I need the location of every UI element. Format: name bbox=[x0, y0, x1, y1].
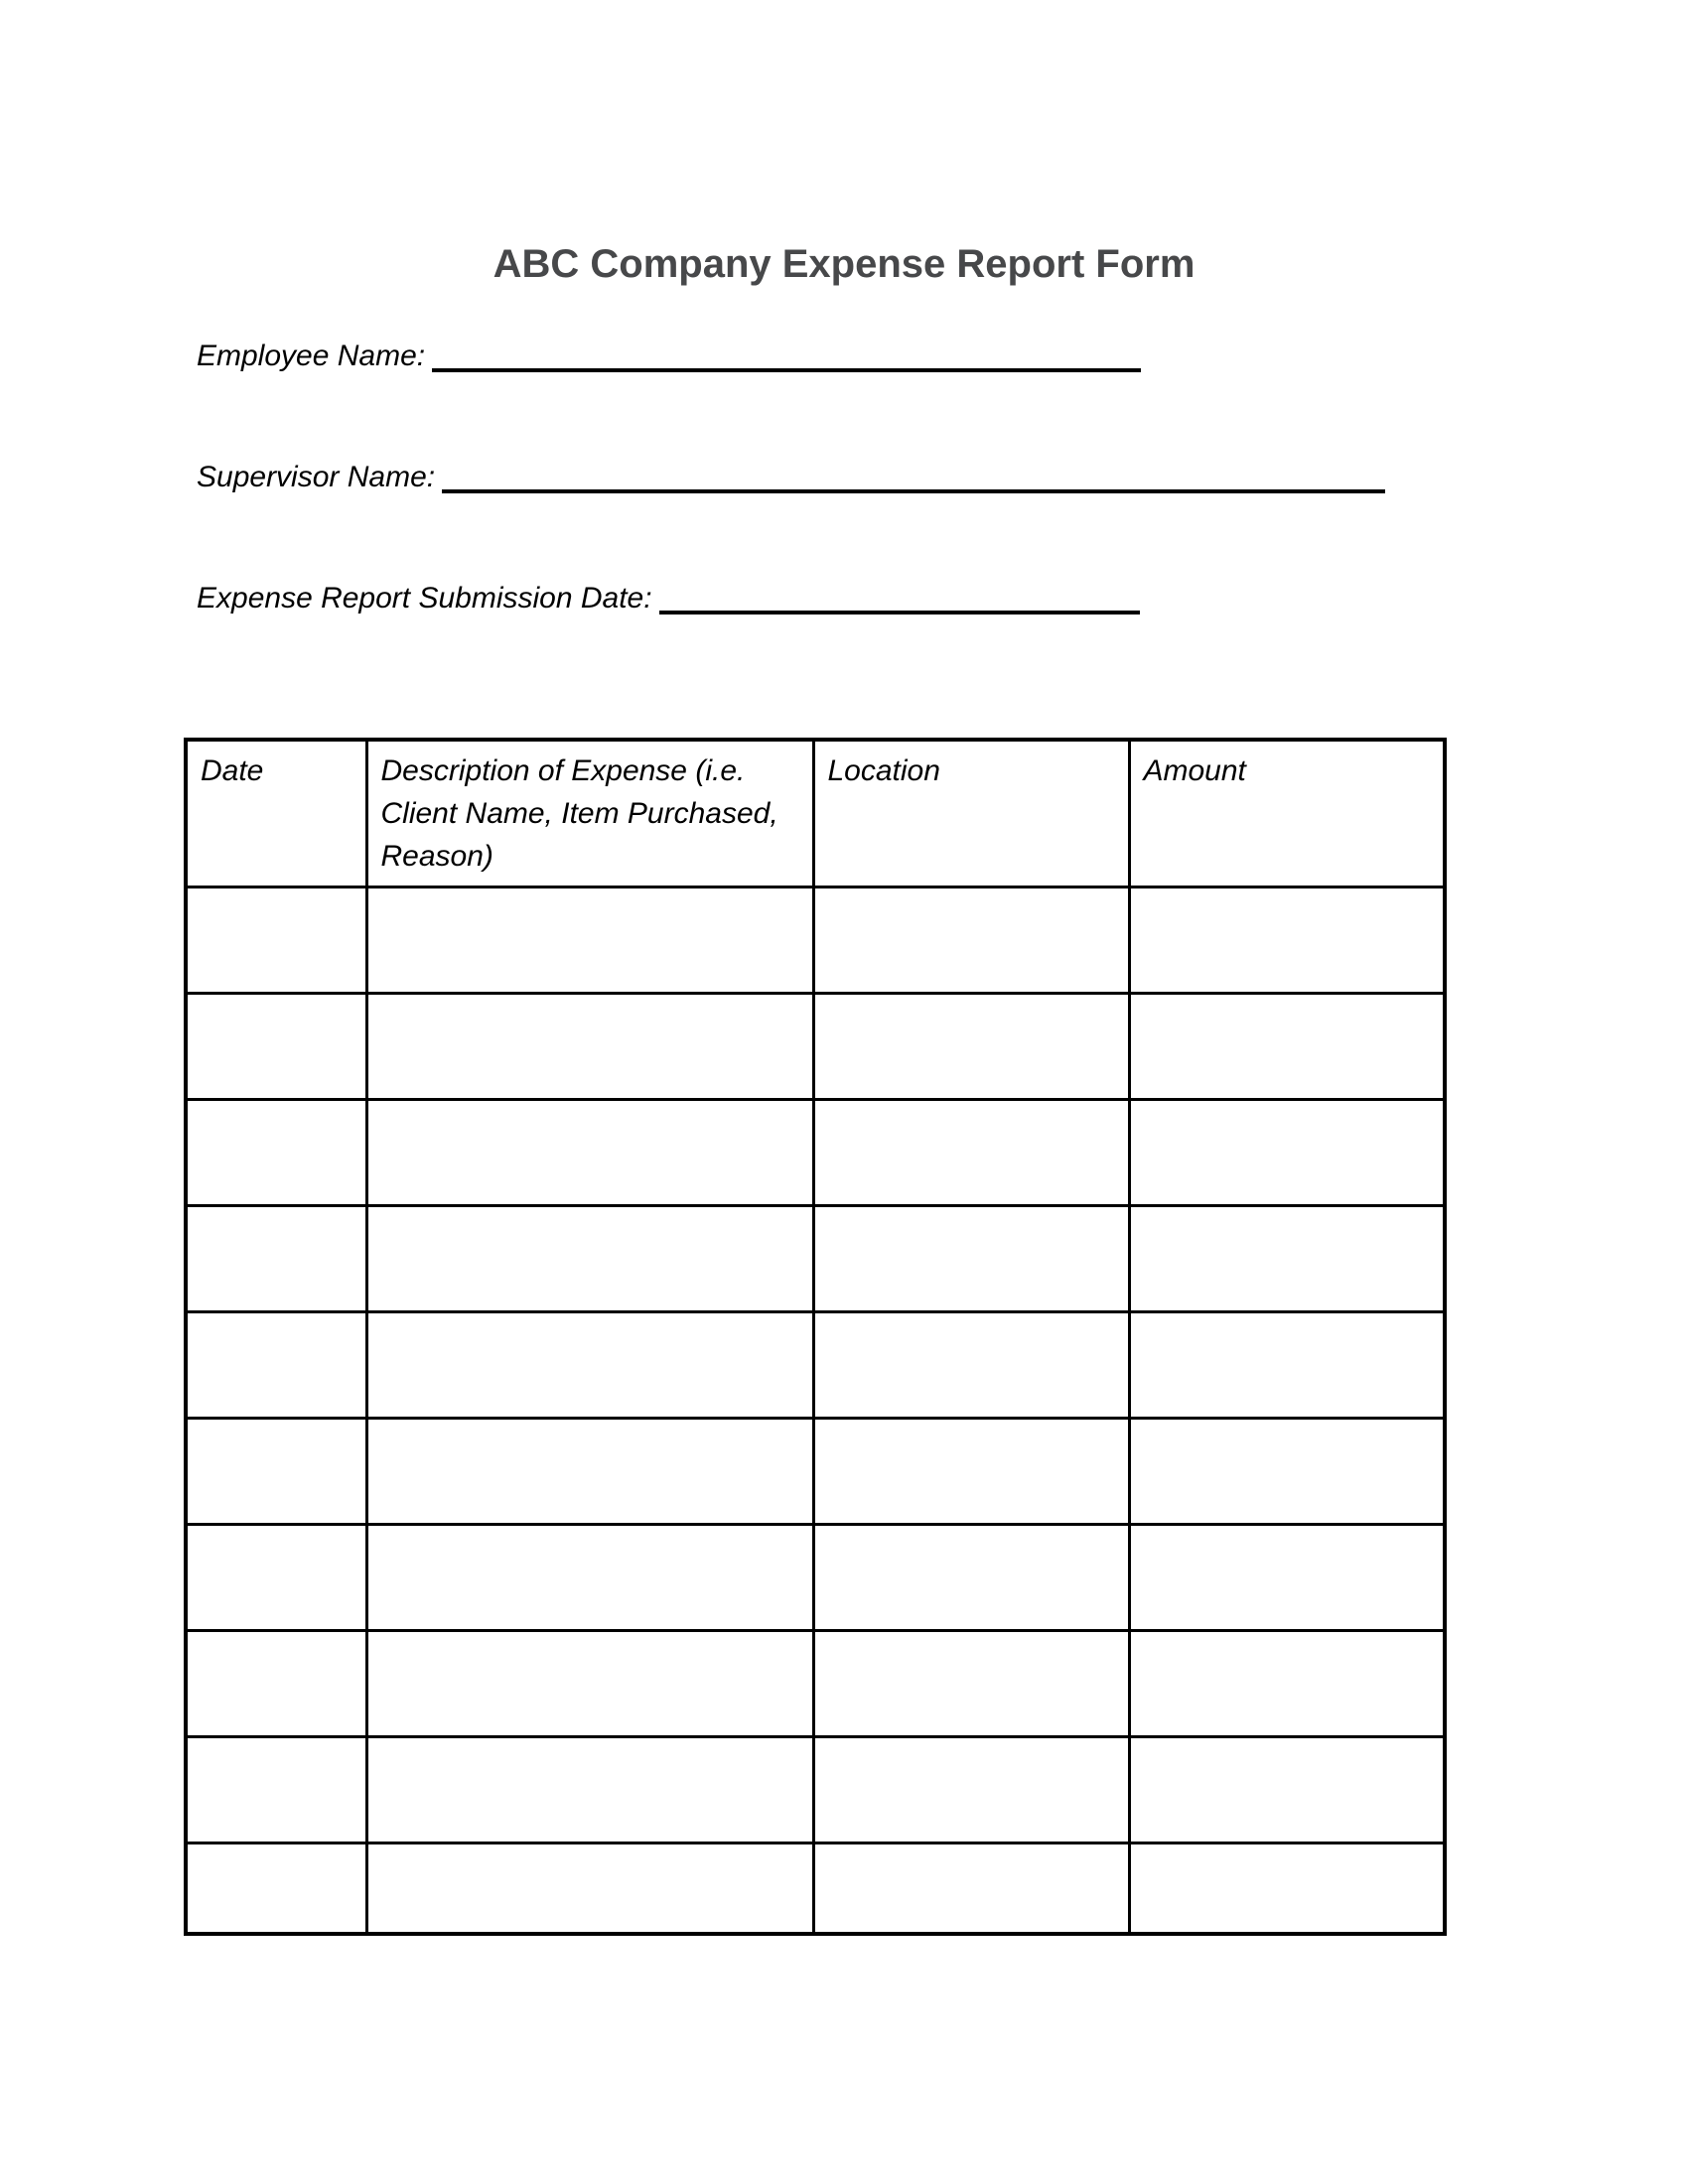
table-cell[interactable] bbox=[366, 1843, 813, 1934]
table-row bbox=[186, 1419, 1445, 1525]
table-cell[interactable] bbox=[366, 1419, 813, 1525]
form-title: ABC Company Expense Report Form bbox=[492, 242, 1196, 286]
table-cell[interactable] bbox=[366, 1100, 813, 1206]
table-cell[interactable] bbox=[813, 1419, 1129, 1525]
column-header-location: Location bbox=[813, 740, 1129, 887]
table-row bbox=[186, 1843, 1445, 1934]
employee-name-blank-line[interactable] bbox=[432, 367, 1141, 372]
table-row bbox=[186, 1312, 1445, 1419]
table-row bbox=[186, 1737, 1445, 1843]
table-cell[interactable] bbox=[1129, 1312, 1445, 1419]
table-cell[interactable] bbox=[186, 1312, 366, 1419]
table-cell[interactable] bbox=[186, 1843, 366, 1934]
table-cell[interactable] bbox=[366, 1737, 813, 1843]
table-cell[interactable] bbox=[1129, 1100, 1445, 1206]
table-cell[interactable] bbox=[1129, 1206, 1445, 1312]
table-cell[interactable] bbox=[1129, 1737, 1445, 1843]
expense-table bbox=[184, 738, 1447, 1936]
submission-date-blank-line[interactable] bbox=[659, 610, 1140, 614]
table-cell[interactable] bbox=[366, 1312, 813, 1419]
table-row bbox=[186, 1100, 1445, 1206]
table-body bbox=[186, 887, 1445, 1934]
table-cell[interactable] bbox=[813, 994, 1129, 1100]
table-cell[interactable] bbox=[1129, 1843, 1445, 1934]
field-supervisor-name bbox=[197, 458, 1385, 497]
table-cell[interactable] bbox=[1129, 1631, 1445, 1737]
table-cell[interactable] bbox=[813, 1843, 1129, 1934]
table-cell[interactable] bbox=[186, 1100, 366, 1206]
table-row bbox=[186, 1631, 1445, 1737]
table-cell[interactable] bbox=[186, 1206, 366, 1312]
table-cell[interactable] bbox=[813, 1737, 1129, 1843]
table-cell[interactable] bbox=[186, 1525, 366, 1631]
table-cell[interactable] bbox=[813, 887, 1129, 994]
column-header-amount: Amount bbox=[1129, 740, 1445, 887]
table-cell[interactable] bbox=[186, 887, 366, 994]
table-cell[interactable] bbox=[186, 994, 366, 1100]
table-cell[interactable] bbox=[1129, 1525, 1445, 1631]
table-cell[interactable] bbox=[813, 1312, 1129, 1419]
table-cell[interactable] bbox=[1129, 1419, 1445, 1525]
table-row bbox=[186, 994, 1445, 1100]
table-cell[interactable] bbox=[186, 1737, 366, 1843]
submission-date-label: Expense Report Submission Date: bbox=[197, 582, 652, 614]
table-cell[interactable] bbox=[813, 1525, 1129, 1631]
table-cell[interactable] bbox=[813, 1100, 1129, 1206]
field-submission-date bbox=[197, 579, 1140, 618]
table-cell[interactable] bbox=[1129, 887, 1445, 994]
table-row bbox=[186, 887, 1445, 994]
supervisor-name-label: Supervisor Name: bbox=[197, 461, 436, 493]
table-row bbox=[186, 1206, 1445, 1312]
table-cell[interactable] bbox=[366, 1525, 813, 1631]
column-header-date: Date bbox=[186, 740, 366, 887]
table-cell[interactable] bbox=[366, 1631, 813, 1737]
table-row bbox=[186, 1525, 1445, 1631]
table-cell[interactable] bbox=[1129, 994, 1445, 1100]
table-header-row bbox=[186, 740, 1445, 887]
table-cell[interactable] bbox=[366, 887, 813, 994]
table-cell[interactable] bbox=[366, 1206, 813, 1312]
employee-name-label: Employee Name: bbox=[197, 340, 426, 372]
table-cell[interactable] bbox=[186, 1631, 366, 1737]
column-header-description: Description of Expense (i.e. Client Name, Item Purchased, Reason) bbox=[366, 740, 813, 887]
field-employee-name bbox=[197, 337, 1141, 376]
table-cell[interactable] bbox=[366, 994, 813, 1100]
supervisor-name-blank-line[interactable] bbox=[442, 488, 1385, 493]
table-cell[interactable] bbox=[813, 1206, 1129, 1312]
table-cell[interactable] bbox=[186, 1419, 366, 1525]
table-cell[interactable] bbox=[813, 1631, 1129, 1737]
